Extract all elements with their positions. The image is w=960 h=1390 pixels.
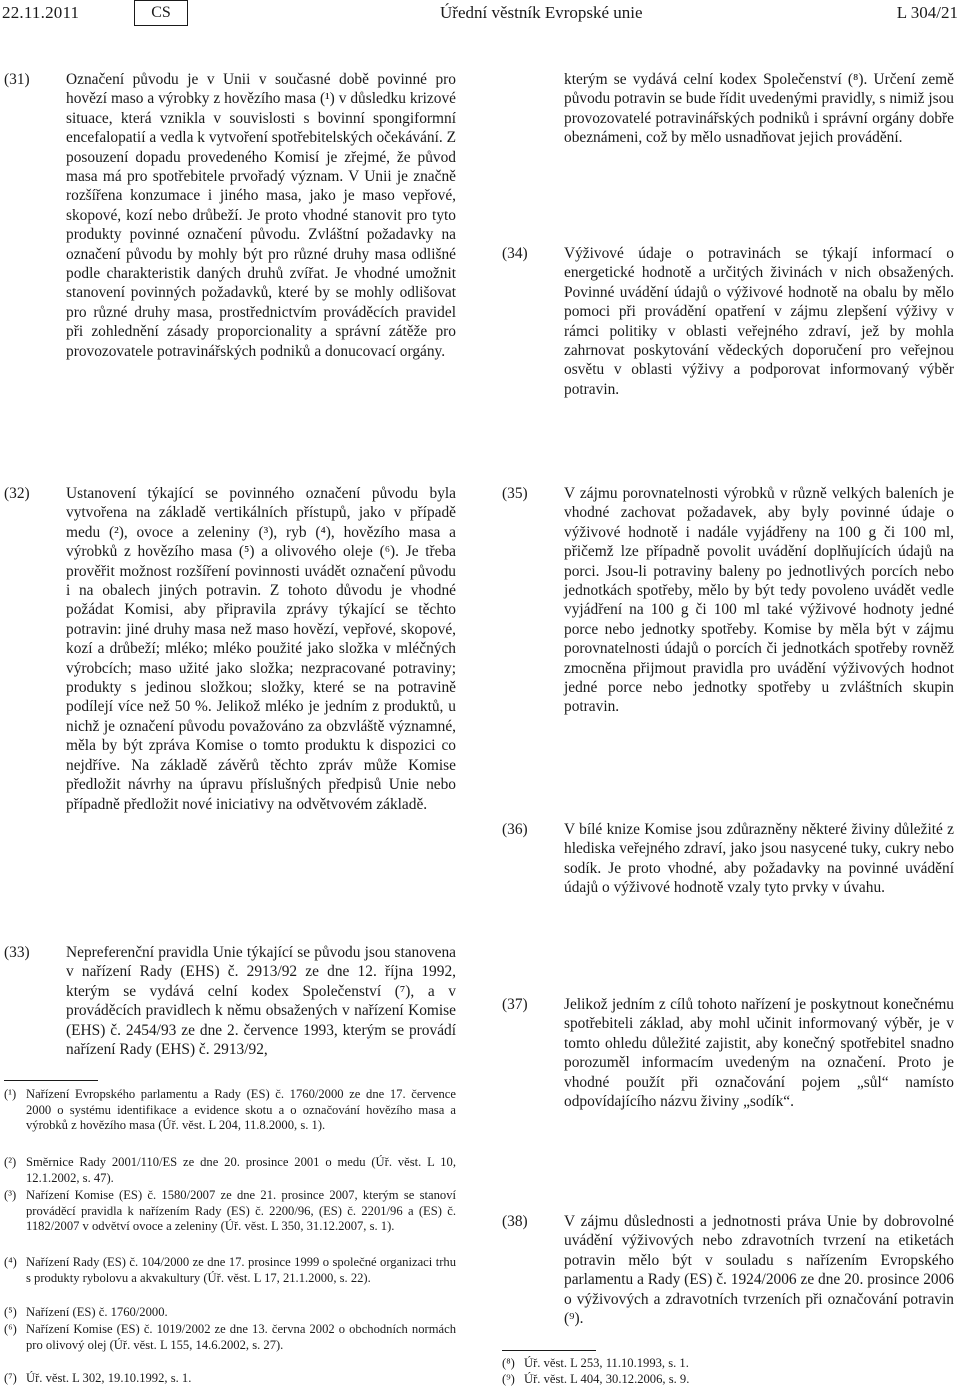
- recital-38: [502, 1212, 954, 1332]
- recital-text: V zájmu porovnatelnosti výrobků v různě velkých baleních je vhodné zachovat požadavek, aby byly povinné údaje o výživové hodnotě i nadále vyjádřeny na 100 g či 100 ml, přičemž lze případně povolit uvádění doplňujících údajů na porci. Jsou-li potraviny baleny po jednotlivých porcích nebo jednotkách spotřeby, mělo by být tedy povoleno uvádět vedle vyjádření na 100 g či 100 ml také výživové hodnoty jedné porce nebo jednotky spotřeby. Komise by měla být v zájmu porovnatelnosti údajů o porcích či jednotkách spotřeby rovněž zmocněna přijmout pravidla pro uvádění výživových hodnot jedné porce nebo jednotky spotřeby u zvláštních skupin potravin.: [564, 485, 954, 716]
- footnote-number: (⁵): [4, 1305, 17, 1319]
- page-reference: L 304/21: [896, 3, 958, 22]
- recital-text: V zájmu důslednosti a jednotnosti práva Unie by dobrovolné uvádění výživových nebo zdravotních tvrzení na etiketách potravin mělo být v souladu s nařízením Evropského parlamentu a Rady (ES) č. 1924/2006 ze dne 20. prosince 2006 o výživových a zdravotních tvrzeních při označování potravin (⁹).: [564, 1213, 954, 1328]
- language-code-box: CS: [134, 0, 188, 26]
- footnote-number: (¹): [4, 1087, 17, 1101]
- page-header: [0, 0, 960, 34]
- footnote-text: Úř. věst. L 253, 11.10.1993, s. 1.: [524, 1356, 689, 1370]
- footnote-text: Nařízení Evropského parlamentu a Rady (ES) č. 1760/2000 ze dne 17. července 2000 o systému identifikace a evidence skotu a o označování hovězího masa a výrobků z hovězího masa (Úř. věst. L 204, 11.8.2000, s. 1).: [26, 1087, 456, 1133]
- footnote-text: Nařízení Komise (ES) č. 1019/2002 ze dne 13. června 2002 o obchodních normách pro olivový olej (Úř. věst. L 155, 14.6.2002, s. 27).: [26, 1322, 456, 1352]
- recital-34: [502, 244, 954, 414]
- recital-36: [502, 820, 954, 920]
- recital-text: Ustanovení týkající se povinného označení původu byla vytvořena na základě vertikálních přístupů, jako v případě medu (²), ovoce a zeleniny (³), ryb (⁴), hovězího masa a výrobků z hovězího masa (⁵) a olivového oleje (⁶). Je třeba prověřit možnost rozšíření povinnosti uvádět označení původu i na obalech jiných potravin. Z tohoto důvodu je vhodné požádat Komisi, aby připravila zprávy týkající se těchto potravin: jiné druhy masa než maso hovězí, vepřové, skopové, kozí a drůbeží; mléko; mléko použité jako složka v mléčných výrobcích; maso užité jako složka; nezpracované potraviny; produkty s jedinou složkou; složky, které se na potravině podílejí více než 50 %. Jelikož mléko je jedním z produktů, u nichž je označení původu považováno za obzvláště významné, měla by být zpráva Komise o tomto produktu k dispozici co nejdříve. Na základě závěrů těchto zpráv může Komise předložit návrhy na úpravu příslušných předpisů Unie nebo případně předložit nové iniciativy na odvětvovém základě.: [66, 485, 456, 813]
- footnote-number: (³): [4, 1188, 17, 1202]
- recital-number: (38): [502, 1213, 528, 1230]
- recital-text: Nepreferenční pravidla Unie týkající se původu jsou stanovena v nařízení Rady (EHS) č. 2913/92 ze dne 12. října 1992, kterým se vydává celní kodex Společenství (⁷), a v prováděcích pravidlech k němu obsažených v nařízení Komise (EHS) č. 2454/93 ze dne 2. července 1993, kterým se provádí nařízení Rady (EHS) č. 2913/92,: [66, 944, 456, 1059]
- recital-31: [4, 70, 456, 410]
- recital-text: Označení původu je v Unii v současné době povinné pro hovězí maso a výrobky z hovězího masa (¹) v důsledku krizové situace, která vznikla v souvislosti s bovinní spongiformní encefalopatií a vedla k vytvoření spotřebitelských očekávání. Z posouzení dopadu provedeného Komisí je zřejmé, že původ masa má pro spotřebitele prvořadý význam. V Unii je značně rozšířena konzumace i jiného masa, jako je maso vepřové, skopové, kozí nebo drůbeží. Je proto vhodné stanovit pro tyto produkty povinné označení původu. Zvláštní požadavky na označení původu by mohly být pro různé druhy masa odlišné podle charakteristik daných druhů zvířat. Je vhodné umožnit stanovení povinných požadavků, které by se mohly odlišovat pro různé druhy masa, prostřednictvím prováděcích pravidel při zohlednění zásady proporcionality a správní zátěže pro provozovatele potravinářských podniků a donucovací orgány.: [66, 71, 456, 360]
- recital-number: (31): [4, 71, 30, 88]
- recital-number: (35): [502, 485, 528, 502]
- recital-number: (37): [502, 996, 528, 1013]
- footnote-text: Úř. věst. L 302, 19.10.1992, s. 1.: [26, 1371, 192, 1385]
- recital-35: [502, 484, 954, 744]
- recital-number: (33): [4, 944, 30, 961]
- journal-title: Úřední věstník Evropské unie: [440, 3, 643, 22]
- recital-text: V bílé knize Komise jsou zdůrazněny některé živiny důležité z hlediska veřejného zdraví, jako jsou nasycené tuky, cukry nebo sodík. Je proto vhodné, aby požadavky na povinné uvádění údajů o výživové hodnotě vzaly tyto prvky v úvahu.: [564, 821, 954, 897]
- footnote-text: Směrnice Rady 2001/110/ES ze dne 20. prosince 2001 o medu (Úř. věst. L 10, 12.1.2002, s. 47).: [26, 1155, 456, 1185]
- footnote-number: (⁸): [502, 1356, 515, 1370]
- footnote-number: (⁷): [4, 1371, 17, 1385]
- footnote-separator: [4, 1080, 98, 1081]
- recital-37: [502, 995, 954, 1135]
- footnote-text: Nařízení Rady (ES) č. 104/2000 ze dne 17. prosince 1999 o společné organizaci trhu s produkty rybolovu a akvakultury (Úř. věst. L 17, 21.1.2000, s. 22).: [26, 1255, 456, 1285]
- footnote-number: (⁹): [502, 1372, 515, 1386]
- footnote-text: Úř. věst. L 404, 30.12.2006, s. 9.: [524, 1372, 690, 1386]
- footnote-text: Nařízení (ES) č. 1760/2000.: [26, 1305, 168, 1319]
- footnote-text: Nařízení Komise (ES) č. 1580/2007 ze dne 21. prosince 2007, kterým se stanoví prováděcí pravidla k nařízením Rady (ES) č. 2200/96, (ES) č. 2201/96 a (ES) č. 1182/2007 v odvětví ovoce a zeleniny (Úř. věst. L 350, 31.12.2007, s. 1).: [26, 1188, 456, 1234]
- footnote-number: (⁴): [4, 1255, 17, 1269]
- recital-text: Jelikož jedním z cílů tohoto nařízení je poskytnout konečnému spotřebiteli základ, aby mohl učinit informovaný výběr, je v tomto ohledu důležité zajistit, aby konečný spotřebitel snadno porozuměl informacím uvedeným na označení. Proto je vhodné použít při označování pojem „sůl“ namísto odpovídajícího názvu živiny „sodík“.: [564, 996, 954, 1111]
- recital-33-continued: [502, 70, 954, 170]
- recital-33: [4, 943, 456, 1063]
- recital-32: [4, 484, 456, 864]
- recital-text: Výživové údaje o potravinách se týkají informací o energetické hodnotě a určitých živinách v nich obsažených. Povinné uvádění údajů o výživové hodnotě na obalu by mělo pomoci při provádění opatření v zájmu zlepšení výživy v rámci politiky v oblasti veřejného zdraví, jež by mohla zahrnovat poskytování vědeckých doporučení pro veřejnou osvětu v oblasti výživy a podporovat informovaný výběr potravin.: [564, 245, 954, 398]
- recital-text: kterým se vydává celní kodex Společenství (⁸). Určení země původu potravin se bude řídit uvedenými pravidly, s nimiž jsou provozovatelé potravinářských podniků i správní orgány dobře obeznámeni, což by mělo usnadňovat jejich provádění.: [564, 71, 954, 147]
- recital-number: (34): [502, 245, 528, 262]
- recital-number: (32): [4, 485, 30, 502]
- footnote-number: (²): [4, 1155, 17, 1169]
- recital-number: (36): [502, 821, 528, 838]
- footnote-separator: [502, 1350, 596, 1351]
- footnote-number: (⁶): [4, 1322, 17, 1336]
- publication-date: 22.11.2011: [2, 3, 80, 22]
